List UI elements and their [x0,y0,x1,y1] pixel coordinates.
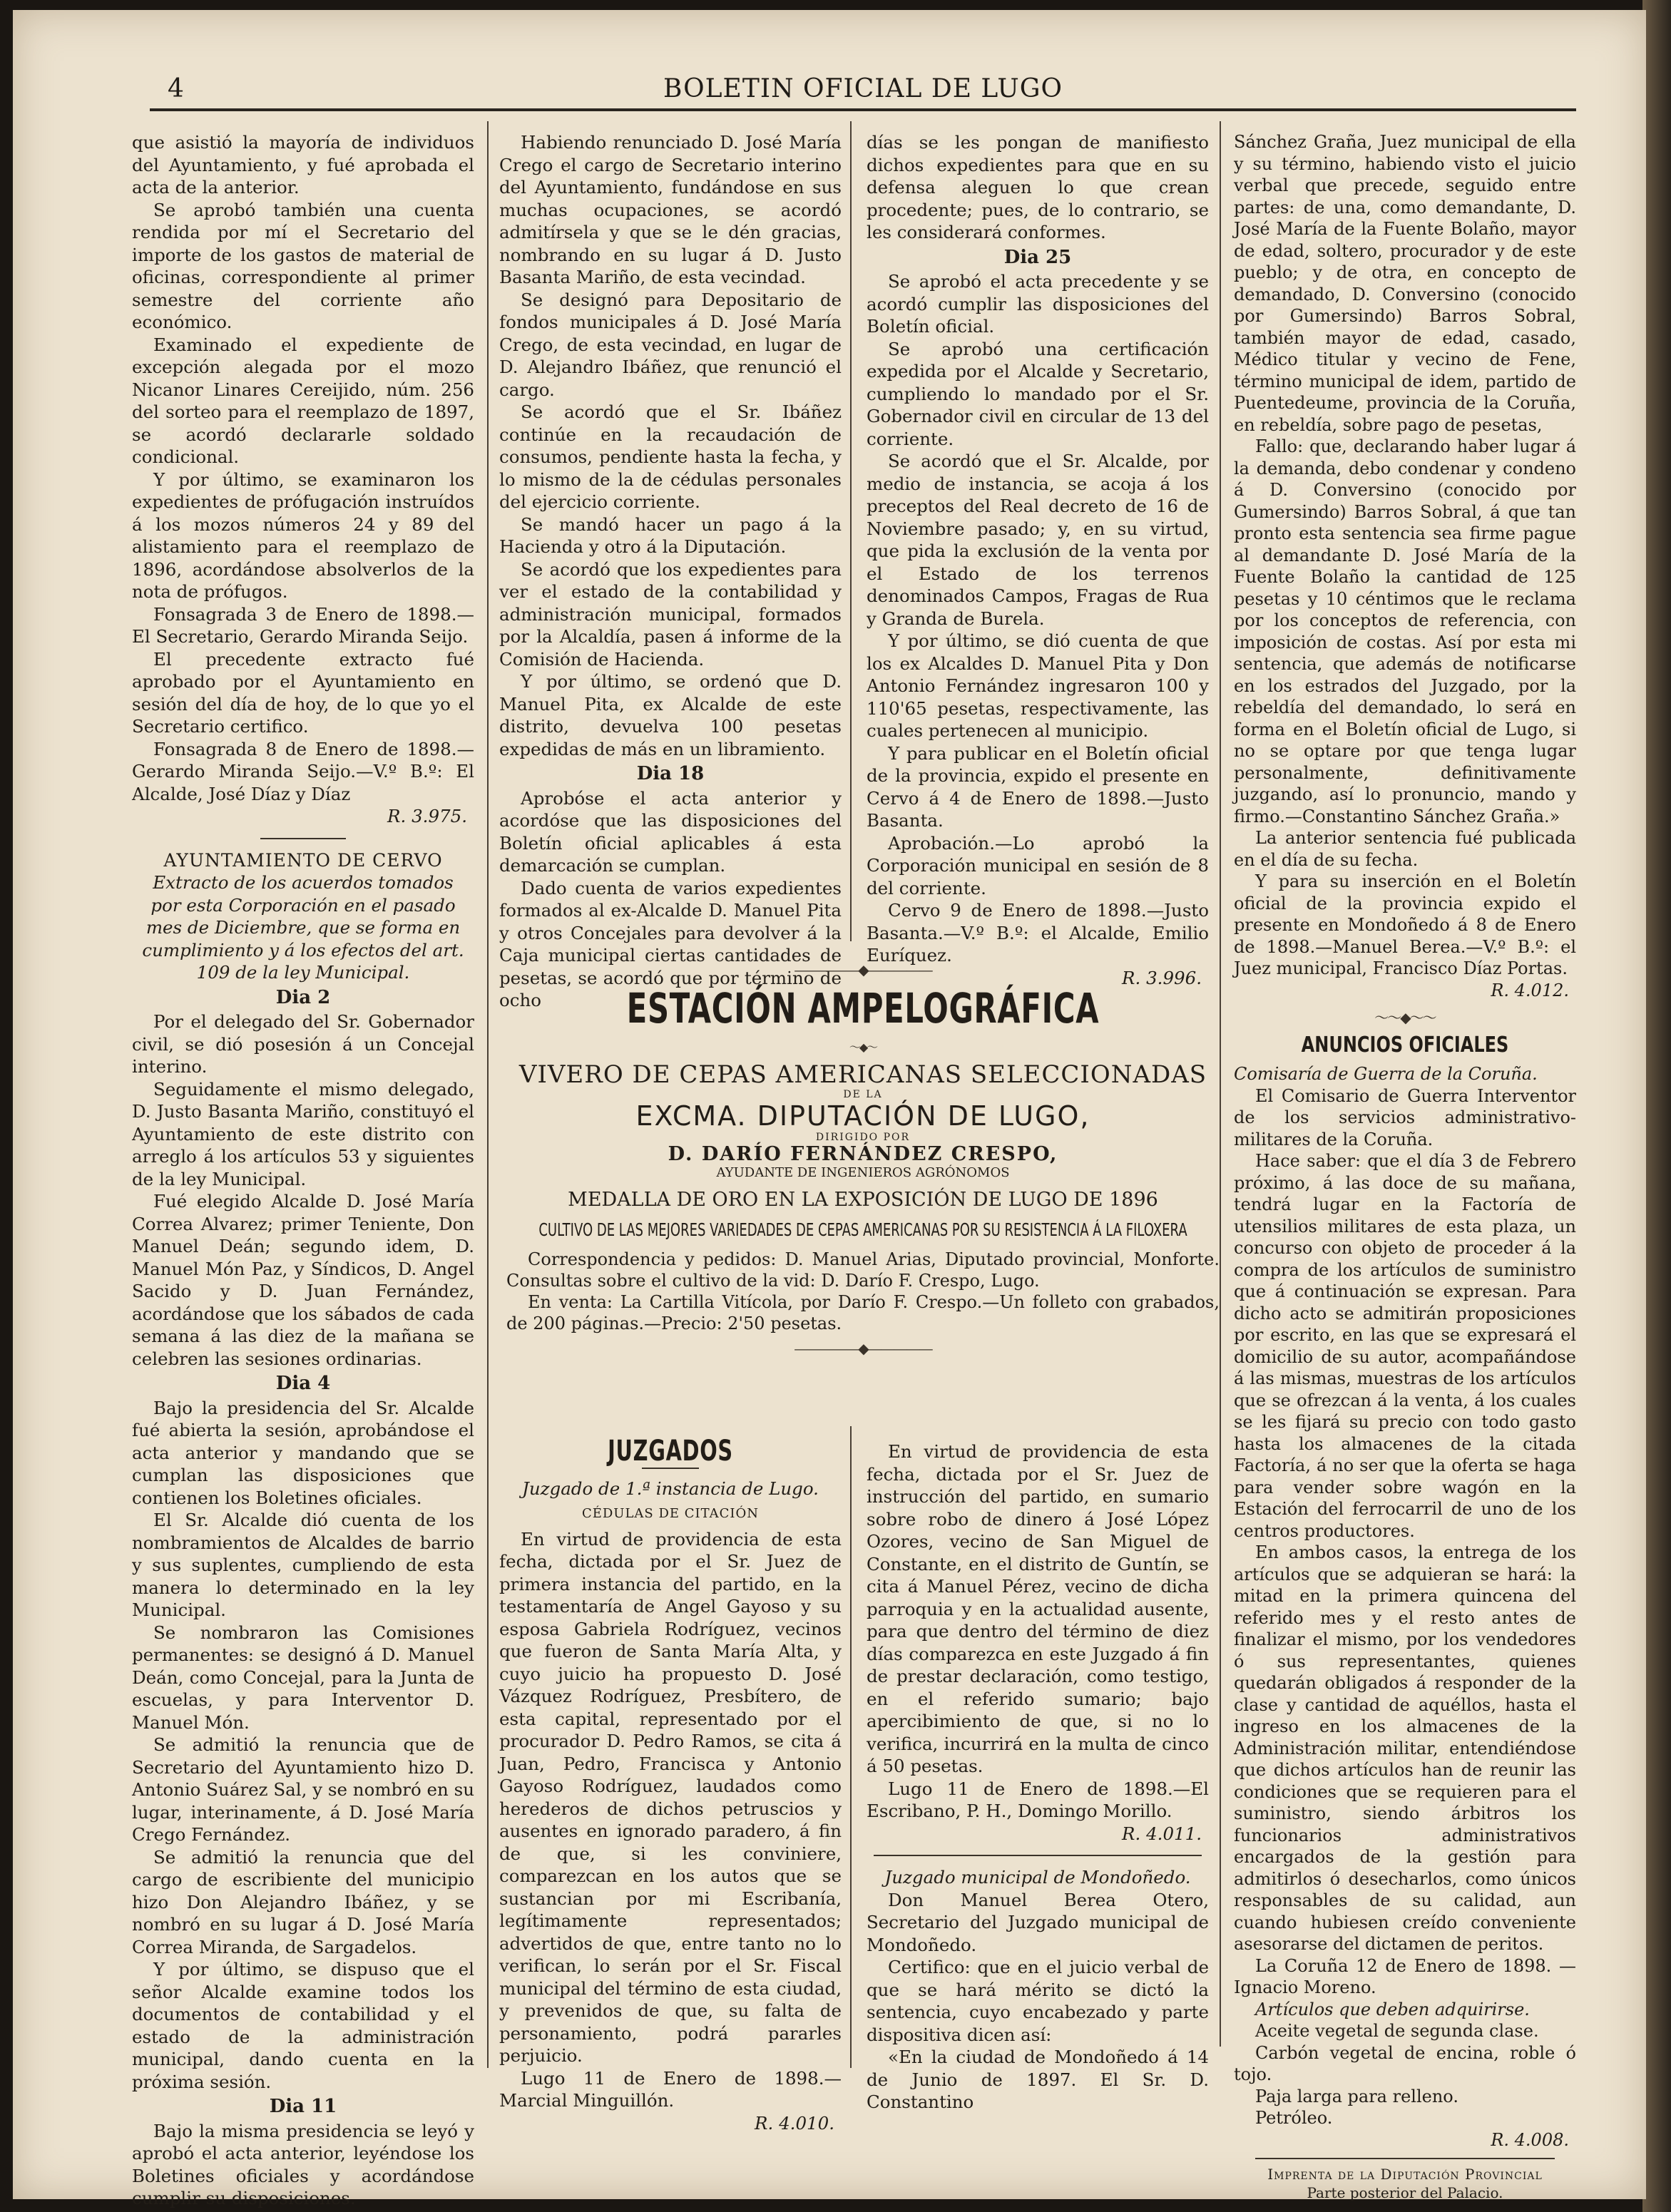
text-paragraph: Sánchez Graña, Juez municipal de ella y su término, habiendo visto el juicio verbal que precede, seguido entre partes: de una, como demandante, D. José María de la Fuente Bolaño, mayor de edad, soltero, procurador y de este pueblo; y de otra, en concepto de demandado, D. Conversino (conocido por Gumersindo) Barros Sobral, también mayor de edad, casado, Médico titular y vecino de Fene, término municipal de idem, partido de Puentedeume, provincia de la Coruña, en rebeldía, sobre pago de pesetas, [1234,132,1576,435]
text-paragraph: La Coruña 12 de Enero de 1898. —Ignacio Moreno. [1234,1955,1576,1997]
imprint-line: Imprenta de la Diputación Provincial [1267,2166,1543,2183]
reference-number: R. 4.010. [755,2112,834,2134]
list-item: Petróleo. [1255,2108,1333,2128]
page-header [150,74,1576,107]
column-4 [1234,131,1576,2202]
binding-edge [1642,0,1671,2212]
ad-line: EXCMA. DIPUTACIÓN DE LUGO, [635,1100,1090,1132]
ad-line: CULTIVO DE LAS MEJORES VARIEDADES DE CEPAS AMERICANAS POR SU RESISTENCIA Á LA FILOXERA [538,1219,1187,1240]
column-2 [499,131,842,1012]
ad-line: VIVERO DE CEPAS AMERICANAS SELECCIONADAS [518,1060,1207,1089]
section-subtitle: Extracto de los acuerdos tomados por esta Corporación en el pasado mes de Diciembre, que se forma en cumplimiento y á los efectos del art. 109 de la ley Municipal. [142,872,464,983]
list-item: Paja larga para relleno. [1255,2086,1458,2106]
ad-line: MEDALLA DE ORO EN LA EXPOSICIÓN DE LUGO DE 1896 [568,1189,1158,1211]
day-heading: Dia 11 [269,2096,337,2117]
column-3 [867,131,1209,989]
text-paragraph: Por el delegado del Sr. Gobernador civil, se dió posesión á un Concejal interino. [132,1011,474,1077]
day-heading: Dia 4 [275,1373,331,1394]
section-subtitle: Juzgado municipal de Mondoñedo. [884,1867,1191,1888]
text-paragraph: Fonsagrada 8 de Enero de 1898.— Gerardo Miranda Seijo.—V.º B.º: El Alcalde, José Díaz y Díaz [132,738,474,804]
text-paragraph: Se aprobó el acta precedente y se acordó cumplir las disposiciones del Boletín oficial. [867,271,1209,337]
section-divider [874,1855,1202,1856]
text-paragraph: Y por último, se dispuso que el señor Alcalde examine todos los documentos de contabilidad y el estado de la administración municipal, dando cuenta en la próxima sesión. [132,1959,474,2092]
ad-title: ESTACIÓN AMPELOGRÁFICA [626,984,1100,1033]
imprint-rule [1255,2158,1555,2159]
section-title: JUZGADOS [608,1435,733,1468]
section-subtitle: Juzgado de 1.ª instancia de Lugo. [522,1478,819,1499]
reference-number: R. 3.996. [1122,967,1202,988]
text-paragraph: Hace saber: que el día 3 de Febrero próximo, á las doce de su mañana, tendrá lugar en la Factoría de utensilios militares de esta plaza, un concurso con objeto de proceder á la compra de los artículos de suministro que á continuación se expresan. Para dicho acto se admitirán proposiciones por escrito, en las que se expresará el domicilio de su autor, acompañándose á las mismas, muestras de los artículos que se ofrezcan á la venta, á los cuales se les fijará su precio con todo gasto hasta los almacenes de la citada Factoría, á no ser que la oferta se haga para vender sobre wagón en la Estación del ferrocarril de uno de los centros productores. [1234,1151,1576,1541]
text-paragraph: El precedente extracto fué aprobado por el Ayuntamiento en sesión del día de hoy, de lo que yo el Secretario certifico. [132,648,474,737]
text-paragraph: Y para publicar en el Boletín oficial de la provincia, expido el presente en Cervo á 4 de Enero de 1898.—Justo Basanta. [867,742,1209,831]
imprint-line: Parte posterior del Palacio. [1307,2184,1503,2201]
day-heading: Dia 18 [636,763,705,784]
ad-line: AYUDANTE DE INGENIEROS AGRÓNOMOS [716,1165,1010,1180]
text-paragraph: Fué elegido Alcalde D. José María Correa Alvarez; primer Teniente, Don Manuel Deán; segundo idem, D. Manuel Món Paz, y Síndicos, D. Angel Sacido y D. Juan Fernández, acordándose que los sábados de cada semana á las diez de la mañana se celebren las sesiones ordinarias. [132,1191,474,1369]
column-rule [850,121,852,941]
section-subtitle: Comisaría de Guerra de la Coruña. [1234,1064,1538,1084]
text-paragraph: En ambos casos, la entrega de los artículos que se adquieran se hará: la mitad en la primera quincena del referido mes y el resto antes de finalizar el mismo, por los vendedores ó sus representantes, quienes quedarán obligados á responder de la clase y cantidad de aquéllos, hasta el ingreso en los almacenes de la Administración militar, entendiéndose que dichos artículos han de reunir las condiciones que se requieren para el suministro, siendo árbitros los funcionarios administrativos encargados de la gestión para admitirlos ó desecharlos, como únicos responsables de su calidad, aun cuando hubiesen creído conveniente asesorarse del dictamen de peritos. [1234,1542,1576,1954]
text-paragraph: Bajo la presidencia del Sr. Alcalde fué abierta la sesión, aprobándose el acta anterior y mandando que se cumplan las disposiciones que contienen los Boletines oficiales. [132,1397,474,1508]
text-paragraph: Y por último, se dió cuenta de que los ex Alcaldes D. Manuel Pita y Don Antonio Fernández ingresaron 100 y 110'65 pesetas, respectivamente, las cuales pertenecen al municipio. [867,630,1209,741]
ornament-divider: —————◆————— [794,961,932,978]
page-title: BOLETIN OFICIAL DE LUGO [663,74,1063,103]
text-paragraph: Se nombraron las Comisiones permanentes: se designó á D. Manuel Deán, como Concejal, para la Junta de escuelas, y para Interventor D. Manuel Món. [132,1622,474,1733]
text-paragraph: Cervo 9 de Enero de 1898.—Justo Basanta.—V.º B.º: el Alcalde, Emilio Euríquez. [867,900,1209,966]
text-paragraph: Lugo 11 de Enero de 1898.—Marcial Minguillón. [499,2067,842,2111]
text-paragraph: Fonsagrada 3 de Enero de 1898.— El Secretario, Gerardo Miranda Seijo. [132,603,474,647]
section-divider [260,838,346,839]
ad-paragraph: En venta: La Cartilla Vitícola, por Darío F. Crespo.—Un folleto con grabados, de 200 páginas.—Precio: 2'50 pesetas. [506,1292,1220,1333]
reference-number: R. 4.012. [1491,980,1569,1000]
text-paragraph: Se aprobó también una cuenta rendida por mí el Secretario del importe de los gastos de material de oficinas, correspondiente al primer semestre del corriente año económico. [132,199,474,332]
section-title: ANUNCIOS OFICIALES [1301,1032,1509,1058]
text-paragraph: Lugo 11 de Enero de 1898.—El Escribano, P. H., Domingo Morillo. [867,1778,1209,1821]
list-item: Aceite vegetal de segunda clase. [1255,2021,1539,2041]
text-paragraph: Se aprobó una certificación expedida por el Alcalde y Secretario, cumpliendo lo mandado por el Sr. Gobernador civil en circular de 13 del corriente. [867,338,1209,449]
juzgados-column [499,1435,842,2134]
text-paragraph: Fallo: que, declarando haber lugar á la demanda, debo condenar y condeno á D. Conversino (conocido por Gumersindo) Barros Sobral, á que tan pronto esta sentencia sea firme pague al demandante D. José María de la Fuente Bolaño la cantidad de 125 pesetas y 10 céntimos que le reclama por los conceptos de referencia, con imposición de costas. Así por esta mi sentencia, que además de notificarse en los estrados del Juzgado, por la rebeldía del demandado, lo será en forma en el Boletín oficial de Lugo, si no se optare por que tenga lugar personalmente, definitivamente juzgando, así lo pronuncio, mando y firmo.—Constantino Sánchez Graña.» [1234,436,1576,826]
header-rule [150,108,1576,111]
reference-number: R. 4.011. [1122,1823,1202,1844]
text-paragraph: Se admitió la renuncia que del cargo de escribiente del municipio hizo Don Alejandro Ibáñez, y se nombró en su lugar á D. José María Correa Miranda, de Sargadelos. [132,1846,474,1957]
text-paragraph: Dado cuenta de varios expedientes formados al ex-Alcalde D. Manuel Pita y otros Concejales para devolver á la Caja municipal ciertas cantidades de pesetas, se acordó que por término de ocho [499,877,842,1010]
text-paragraph: Certifico: que en el juicio verbal de que se hará mérito se dictó la sentencia, cuyo encabezado y parte dispositiva dicen así: [867,1957,1209,2045]
text-paragraph: La anterior sentencia fué publicada en el día de su fecha. [1234,828,1576,870]
text-paragraph: El Sr. Alcalde dió cuenta de los nombramientos de Alcaldes de barrio y sus suplentes, cumpliendo de esta manera lo determinado en la ley Municipal. [132,1510,474,1620]
section-subtitle: CÉDULAS DE CITACIÓN [581,1506,760,1521]
text-paragraph: Y por último, se examinaron los expedientes de prófugación instruídos á los mozos números 24 y 89 del alistamiento para el reemplazo de 1896, acordándose absolverlos de la nota de prófugos. [132,468,474,602]
text-paragraph: Y para su inserción en el Boletín oficial de la provincia expido el presente en Mondoñedo á 8 de Enero de 1898.—Manuel Berea.—V.º B.º: el Juez municipal, Francisco Díaz Portas. [1234,871,1576,978]
section-title: AYUNTAMIENTO DE CERVO [163,849,443,871]
text-paragraph: Se designó para Depositario de fondos municipales á D. José María Crego, de esta vecindad, en lugar de D. Alejandro Ibáñez, que renunció el cargo. [499,289,842,400]
column-rule [487,941,489,2068]
text-paragraph: El Comisario de Guerra Interventor de los servicios administrativo-militares de la Coruña. [1234,1085,1576,1149]
text-paragraph: Don Manuel Berea Otero, Secretario del Juzgado municipal de Mondoñedo. [867,1889,1209,1955]
text-paragraph: Se admitió la renuncia que de Secretario del Ayuntamiento hizo D. Antonio Suárez Sal, y se nombró en su lugar, interinamente, á D. José María Crego Fernández. [132,1734,474,1845]
advertisement-block [506,956,1220,1363]
text-paragraph: Examinado el expediente de excepción alegada por el mozo Nicanor Linares Cereijido, núm. 256 del sorteo para el reemplazo de 1897, se acordó declararle soldado condicional. [132,334,474,467]
ad-line: D. DARÍO FERNÁNDEZ CRESPO, [668,1143,1058,1165]
ad-paragraph: Correspondencia y pedidos: D. Manuel Arias, Diputado provincial, Monforte. Consultas sobre el cultivo de la vid: D. Darío F. Crespo, Lugo. [506,1249,1220,1291]
section-subtitle: Artículos que deben adquirirse. [1255,1999,1530,2019]
text-paragraph: Bajo la misma presidencia se leyó y aprobó el acta anterior, leyéndose los Boletines oficiales y acordándose cumplir su disposiciones. [132,2120,474,2208]
text-paragraph: En virtud de providencia de esta fecha, dictada por el Sr. Juez de instrucción del partido, en sumario sobre robo de dinero á José López Ozores, vecino de San Miguel de Constante, en el distrito de Guntín, se cita á Manuel Pérez, vecino de dicha parroquia y en la actualidad ausente, para que dentro del término de diez días comparezca en este Juzgado á fin de prestar declaración, como testigo, en el referido sumario; bajo apercibimiento de que, si no lo verifica, incurrirá en la multa de cinco á 50 pesetas. [867,1441,1209,1776]
ornament-divider: 〜◆〜 [849,1040,877,1054]
reference-number: R. 3.975. [387,806,467,826]
text-paragraph: En virtud de providencia de esta fecha, dictada por el Sr. Juez de primera instancia del partido, en la testamentaría de Angel Gayoso y su esposa Gabriela Rodríguez, vecinos que fueron de Santa María Alta, y cuyo juicio ha propuesto D. José Vázquez Rodríguez, Presbítero, de esta capital, representado por el procurador D. Pedro Ramos, se cita á Juan, Pedro, Francisca y Antonio Gayoso Rodríguez, laudados como herederos de dichos petruscios y ausentes en ignorado paradero, á fin de que, si les conviniere, comparezcan en los autos que se sustancian por mi Escribanía, legítimamente representados; advertidos de que, entre tanto no lo verifican, lo serán por el Sr. Fiscal municipal del término de esta ciudad, y prevenidos de que, su falta de personamiento, podrá pararles perjuicio. [499,1528,842,2066]
text-paragraph: Aprobóse el acta anterior y acordóse que las disposiciones del Boletín oficial aplicables á esta demarcación se cumplan. [499,787,842,876]
ornament-divider: 〜〜◆〜〜 [1374,1009,1436,1026]
reference-number: R. 4.008. [1491,2129,1569,2150]
text-paragraph: Se acordó que los expedientes para ver el estado de la contabilidad y administración municipal, formados por la Alcaldía, pasen á informe de la Comisión de Hacienda. [499,558,842,670]
column-rule [850,1426,852,2068]
column-rule [487,121,489,941]
text-paragraph: Habiendo renunciado D. José María Crego el cargo de Secretario interino del Ayuntamiento, fundándose en sus muchas ocupaciones, se acordó admitírsela y que se le dén gracias, nombrando en su lugar á D. Justo Basanta Mariño, de esta vecindad. [499,132,842,287]
ad-line: DE LA [843,1089,883,1100]
text-paragraph: Seguidamente el mismo delegado, D. Justo Basanta Mariño, constituyó el Ayuntamiento de este distrito con arreglo á los artículos 53 y siguientes de la ley Municipal. [132,1078,474,1189]
ad-line: DIRIGIDO POR [815,1132,911,1143]
column-rule [1220,121,1221,2047]
text-paragraph: Se acordó que el Sr. Ibáñez continúe en la recaudación de consumos, pendiente hasta la fecha, y lo mismo de la de cédulas personales del ejercicio corriente. [499,401,842,512]
day-heading: Dia 25 [1003,246,1072,268]
text-paragraph: que asistió la mayoría de individuos del Ayuntamiento, y fué aprobada el acta de la anterior. [132,132,474,198]
text-paragraph: Aprobación.—Lo aprobó la Corporación municipal en sesión de 8 del corriente. [867,832,1209,898]
text-paragraph: Se mandó hacer un pago á la Hacienda y otro á la Diputación. [499,513,842,557]
juzgados-column [867,1440,1209,2114]
text-paragraph: Se acordó que el Sr. Alcalde, por medio de instancia, se acoja á los preceptos del Real decreto de 16 de Noviembre pasado; y, en su virtud, que pida la exclusión de la venta por el Estado de los terrenos denominados Campos, Fragas de Rua y Granda de Burela. [867,451,1209,629]
page-number: 4 [168,74,184,103]
day-heading: Dia 2 [275,986,331,1008]
ornament-divider: —————◆————— [794,1340,932,1357]
list-item: Carbón vegetal de encina, roble ó tojo. [1234,2042,1576,2084]
text-paragraph: Y por último, se ordenó que D. Manuel Pita, ex Alcalde de este distrito, devuelva 100 pesetas expedidas de más en un libramiento. [499,671,842,759]
text-paragraph: días se les pongan de manifiesto dichos expedientes para que en su defensa aleguen lo que crean procedente; pues, de lo contrario, se les considerará conformes. [867,132,1209,242]
text-paragraph: «En la ciudad de Mondoñedo á 14 de Junio de 1897. El Sr. D. Constantino [867,2047,1209,2112]
column-1 [132,131,474,2210]
